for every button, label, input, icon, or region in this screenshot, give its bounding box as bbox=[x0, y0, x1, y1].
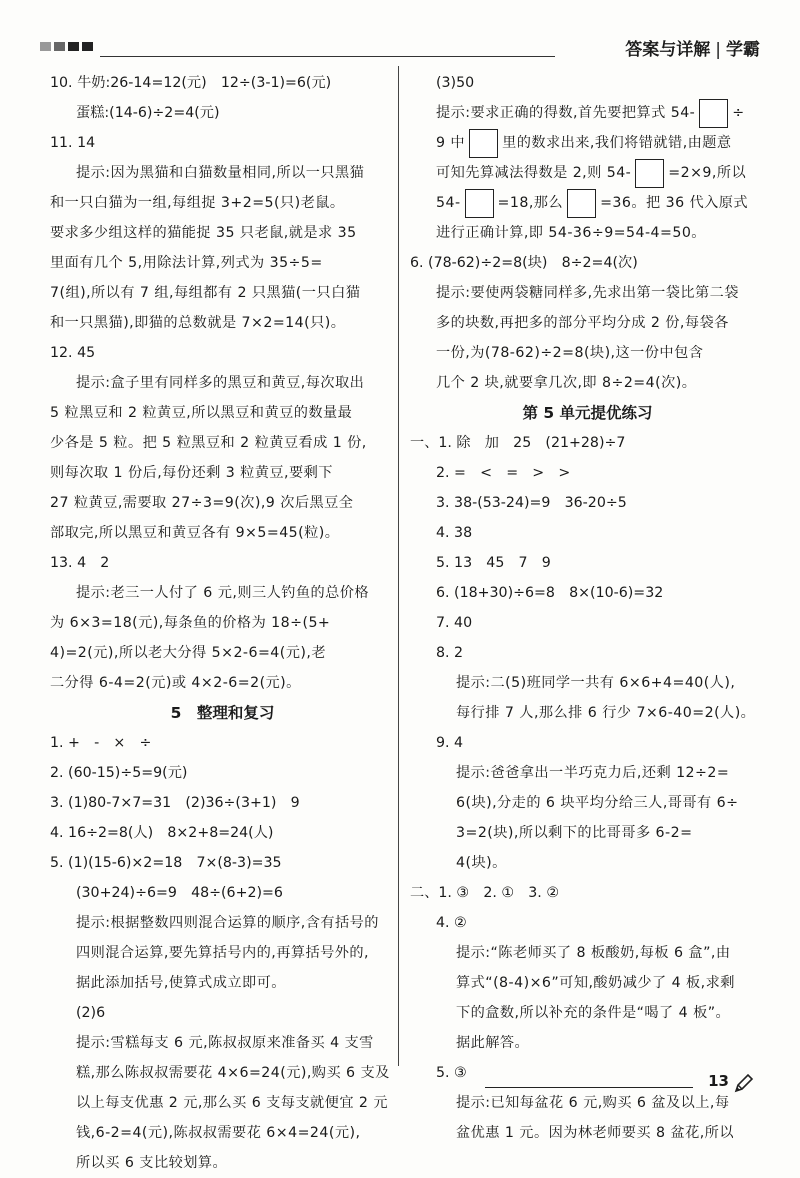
hint-line: 部取完,所以黑豆和黄豆各有 9×5=45(粒)。 bbox=[50, 525, 340, 541]
hint-line: 提示:雪糕每支 6 元,陈叔叔原来准备买 4 支雪 bbox=[76, 1035, 374, 1051]
hint-line: 几个 2 块,就要拿几次,即 8÷2=4(次)。 bbox=[436, 375, 697, 391]
page-number: 13 bbox=[708, 1072, 729, 1090]
hint-line: 27 粒黄豆,需要取 27÷3=9(次),9 次后黑豆全 bbox=[50, 495, 354, 511]
review-answer-2: 2. (60-15)÷5=9(元) bbox=[50, 765, 188, 781]
page-footer bbox=[485, 1072, 755, 1096]
hint-line: 提示:“陈老师买了 8 板酸奶,每板 6 盒”,由 bbox=[456, 945, 731, 961]
hint-line: 提示:已知每盆花 6 元,购买 6 盆及以上,每 bbox=[456, 1095, 730, 1111]
header-decoration bbox=[40, 42, 93, 51]
answer-13: 13. 4 2 bbox=[50, 555, 110, 571]
right-column bbox=[410, 68, 765, 1148]
hint-text: ÷ bbox=[732, 105, 745, 121]
blank-box bbox=[635, 159, 664, 188]
hint-line: 4(块)。 bbox=[456, 855, 507, 871]
hint-line: 提示:二(5)班同学一共有 6×6+4=40(人), bbox=[456, 675, 736, 691]
hint-line: 和一只白猫为一组,每组捉 3+2=5(只)老鼠。 bbox=[50, 195, 345, 211]
review-answer-5-part2: (2)6 bbox=[76, 1005, 106, 1021]
hint-line: 则每次取 1 份后,每份还剩 3 粒黄豆,要剩下 bbox=[50, 465, 333, 481]
header-brand: 学霸 bbox=[726, 40, 760, 60]
unit-answer-7: 7. 40 bbox=[436, 615, 473, 631]
hint-line: 提示:盒子里有同样多的黑豆和黄豆,每次取出 bbox=[76, 375, 365, 391]
answer-10: 10. 牛奶:26-14=12(元) 12÷(3-1)=6(元) bbox=[50, 75, 332, 91]
hint-text: =2×9,所以 bbox=[668, 165, 747, 181]
header-title: 答案与详解 | 学霸 bbox=[625, 40, 760, 60]
blank-box bbox=[465, 189, 494, 218]
hint-line: 少各是 5 粒。把 5 粒黑豆和 2 粒黄豆看成 1 份, bbox=[50, 435, 367, 451]
hint-line: 以上每支优惠 2 元,那么买 6 支每支就便宜 2 元 bbox=[76, 1095, 388, 1111]
answer-12: 12. 45 bbox=[50, 345, 96, 361]
hint-line: 四则混合运算,要先算括号内的,再算括号外的, bbox=[76, 945, 369, 961]
hint-line: 每行排 7 人,那么排 6 行少 7×6-40=2(人)。 bbox=[456, 705, 756, 721]
unit-part2-answers: 二、1. ③ 2. ① 3. ② bbox=[410, 885, 560, 901]
hint-line: 为 6×3=18(元),每条鱼的价格为 18÷(5+ bbox=[50, 615, 331, 631]
section-title: 5 整理和复习 bbox=[170, 704, 275, 722]
unit-answer-4: 4. 38 bbox=[436, 525, 473, 541]
header-section: 答案与详解 bbox=[625, 40, 711, 60]
unit-part2-answer-4: 4. ② bbox=[436, 915, 467, 931]
answer-6: 6. (78-62)÷2=8(块) 8÷2=4(次) bbox=[410, 255, 638, 271]
hint-line: 里面有几个 5,用除法计算,列式为 35÷5= bbox=[50, 255, 323, 271]
review-answer-5-cont: (30+24)÷6=9 48÷(6+2)=6 bbox=[76, 885, 283, 901]
hint-line: 所以买 6 支比较划算。 bbox=[76, 1155, 228, 1171]
blank-box bbox=[567, 189, 596, 218]
hint-text: =36。把 36 代入原式 bbox=[600, 195, 749, 211]
hint-line: 提示:爸爸拿出一半巧克力后,还剩 12÷2= bbox=[456, 765, 730, 781]
hint-line bbox=[410, 188, 765, 218]
unit-answer-2: 2. = < = > > bbox=[436, 465, 571, 481]
hint-line: 糕,那么陈叔叔需要花 4×6=24(元),购买 6 支及 bbox=[76, 1065, 390, 1081]
hint-line: 提示:要使两袋糖同样多,先求出第一袋比第二袋 bbox=[436, 285, 739, 301]
hint-text: 里的数求出来,我们将错就错,由题意 bbox=[502, 135, 732, 151]
unit-answer-6: 6. (18+30)÷6=8 8×(10-6)=32 bbox=[436, 585, 664, 601]
hint-line: 4)=2(元),所以老大分得 5×2-6=4(元),老 bbox=[50, 645, 326, 661]
hint-line: 钱,6-2=4(元),陈叔叔需要花 6×4=24(元), bbox=[76, 1125, 361, 1141]
hint-line: 提示:老三一人付了 6 元,则三人钓鱼的总价格 bbox=[76, 585, 370, 601]
review-answer-5: 5. (1)(15-6)×2=18 7×(8-3)=35 bbox=[50, 855, 282, 871]
footer-rule bbox=[485, 1087, 693, 1088]
hint-line: 多的块数,再把多的部分平均分成 2 份,每袋各 bbox=[436, 315, 729, 331]
hint-line: 提示:因为黑猫和白猫数量相同,所以一只黑猫 bbox=[76, 165, 365, 181]
hint-line: 和一只黑猫),即猫的总数就是 7×2=14(只)。 bbox=[50, 315, 346, 331]
review-answer-4: 4. 16÷2=8(人) 8×2+8=24(人) bbox=[50, 825, 274, 841]
answer-11: 11. 14 bbox=[50, 135, 96, 151]
blank-box bbox=[469, 129, 498, 158]
hint-line: 要求多少组这样的猫能捉 35 只老鼠,就是求 35 bbox=[50, 225, 357, 241]
hint-line: 进行正确计算,即 54-36÷9=54-4=50。 bbox=[436, 225, 706, 241]
answer-10-part2: 蛋糕:(14-6)÷2=4(元) bbox=[76, 105, 220, 121]
hint-line: 二分得 6-4=2(元)或 4×2-6=2(元)。 bbox=[50, 675, 301, 691]
hint-text: 9 中 bbox=[436, 135, 466, 151]
column-divider bbox=[398, 66, 399, 1066]
page-header bbox=[40, 30, 760, 60]
unit-title: 第 5 单元提优练习 bbox=[522, 404, 653, 422]
hint-line: 3=2(块),所以剩下的比哥哥多 6-2= bbox=[456, 825, 693, 841]
review-answer-1: 1. + - × ÷ bbox=[50, 735, 152, 751]
left-column bbox=[50, 68, 395, 1178]
hint-line bbox=[410, 158, 765, 188]
unit-answer-1: 一、1. 除 加 25 (21+28)÷7 bbox=[410, 435, 626, 451]
hint-line: 据此解答。 bbox=[456, 1035, 530, 1051]
unit-answer-5: 5. 13 45 7 9 bbox=[436, 555, 551, 571]
unit-part2-answer-5: 5. ③ bbox=[436, 1065, 467, 1081]
hint-line: 6(块),分走的 6 块平均分给三人,哥哥有 6÷ bbox=[456, 795, 739, 811]
hint-text: 可知先算减法得数是 2,则 54- bbox=[436, 165, 632, 181]
hint-line bbox=[410, 128, 765, 158]
hint-line: 提示:根据整数四则混合运算的顺序,含有括号的 bbox=[76, 915, 379, 931]
unit-answer-3: 3. 38-(53-24)=9 36-20÷5 bbox=[436, 495, 627, 511]
pencil-icon bbox=[733, 1072, 755, 1094]
blank-box bbox=[699, 99, 728, 128]
hint-line: 7(组),所以有 7 组,每组都有 2 只黑猫(一只白猫 bbox=[50, 285, 361, 301]
hint-text: 提示:要求正确的得数,首先要把算式 54- bbox=[436, 105, 696, 121]
hint-line: 5 粒黑豆和 2 粒黄豆,所以黑豆和黄豆的数量最 bbox=[50, 405, 353, 421]
hint-line: 一份,为(78-62)÷2=8(块),这一份中包含 bbox=[436, 345, 704, 361]
hint-line bbox=[410, 98, 765, 128]
answer-5-part3: (3)50 bbox=[436, 75, 475, 91]
review-answer-3: 3. (1)80-7×7=31 (2)36÷(3+1) 9 bbox=[50, 795, 300, 811]
unit-answer-8: 8. 2 bbox=[436, 645, 464, 661]
hint-line: 盆优惠 1 元。因为林老师要买 8 盆花,所以 bbox=[456, 1125, 734, 1141]
hint-line: 下的盒数,所以补充的条件是“喝了 4 板”。 bbox=[456, 1005, 731, 1021]
hint-line: 据此添加括号,使算式成立即可。 bbox=[76, 975, 286, 991]
hint-text: 54- bbox=[436, 195, 461, 211]
hint-text: =18,那么 bbox=[497, 195, 564, 211]
unit-answer-9: 9. 4 bbox=[436, 735, 464, 751]
hint-line: 算式“(8-4)×6”可知,酸奶减少了 4 板,求剩 bbox=[456, 975, 735, 991]
header-rule bbox=[100, 56, 555, 57]
